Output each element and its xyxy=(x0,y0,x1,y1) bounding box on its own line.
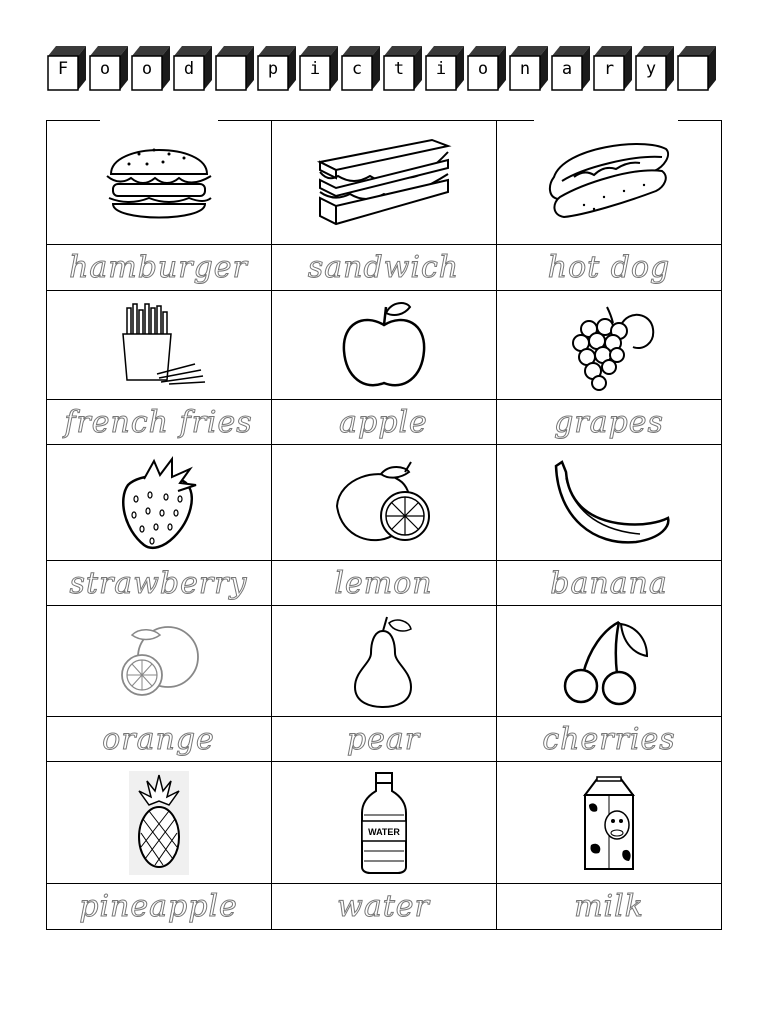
title-letter: d xyxy=(183,59,195,79)
title-letter: o xyxy=(99,59,111,79)
picture-cell xyxy=(496,120,722,244)
title-letter: i xyxy=(309,59,321,79)
picture-cell xyxy=(496,291,722,399)
title-letter: t xyxy=(393,59,405,79)
orange-icon xyxy=(114,623,204,699)
title-block xyxy=(424,44,454,82)
grapes-icon xyxy=(559,295,659,395)
title-letter: p xyxy=(267,59,279,79)
title-letter: r xyxy=(603,59,615,79)
title-block xyxy=(214,44,244,82)
title-letter: a xyxy=(561,59,573,79)
food-word: lemon xyxy=(334,565,433,601)
title-letter xyxy=(678,58,708,80)
pear-icon xyxy=(349,613,419,709)
picture-cell xyxy=(271,762,496,883)
title-block xyxy=(88,44,118,82)
picture-cell xyxy=(271,291,496,399)
food-word: strawberry xyxy=(69,565,248,601)
title-letter: o xyxy=(477,59,489,79)
food-word: french fries xyxy=(64,404,253,440)
food-word: pear xyxy=(346,721,421,757)
milk-carton-icon xyxy=(577,775,641,871)
food-word: cherries xyxy=(542,721,676,757)
title-block xyxy=(340,44,370,82)
cherries-icon xyxy=(559,616,659,706)
pineapple-icon xyxy=(129,771,189,875)
picture-cell xyxy=(46,606,271,716)
title-block xyxy=(508,44,538,82)
picture-cell xyxy=(271,120,496,244)
picture-cell xyxy=(46,291,271,399)
title-block xyxy=(634,44,664,82)
food-word: milk xyxy=(574,889,644,924)
picture-cell xyxy=(496,445,722,560)
title-block xyxy=(550,44,580,82)
title-letter xyxy=(216,58,246,80)
title-block xyxy=(298,44,328,82)
food-word: pineapple xyxy=(79,889,238,924)
title-banner xyxy=(46,44,736,90)
picture-cell xyxy=(271,606,496,716)
title-block xyxy=(172,44,202,82)
title-block xyxy=(466,44,496,82)
water-bottle-icon xyxy=(356,771,412,875)
hot-dog-icon xyxy=(544,137,674,227)
banana-icon xyxy=(544,458,674,548)
title-letter: y xyxy=(645,59,657,79)
picture-cell xyxy=(46,762,271,883)
apple-icon xyxy=(334,297,434,393)
food-word: water xyxy=(337,889,430,924)
food-word: apple xyxy=(339,404,428,440)
water-label: WATER xyxy=(367,826,400,837)
title-letter: F xyxy=(57,59,69,79)
food-word: banana xyxy=(550,565,668,601)
sandwich-icon xyxy=(314,132,454,232)
title-block xyxy=(382,44,412,82)
picture-cell xyxy=(496,606,722,716)
food-word: hamburger xyxy=(69,250,248,285)
title-block xyxy=(130,44,160,82)
title-letter: o xyxy=(141,59,153,79)
title-block xyxy=(46,44,76,82)
title-block xyxy=(592,44,622,82)
title-letter: n xyxy=(519,59,531,79)
food-dictionary-table xyxy=(46,120,722,930)
picture-cell xyxy=(46,445,271,560)
lemon-icon xyxy=(329,458,439,548)
picture-cell xyxy=(271,445,496,560)
food-word: orange xyxy=(102,721,215,757)
hamburger-icon xyxy=(99,132,219,232)
picture-cell xyxy=(46,120,271,244)
food-word: grapes xyxy=(554,404,664,440)
food-word: hot dog xyxy=(547,250,671,285)
food-word: sandwich xyxy=(307,250,460,285)
title-letter: c xyxy=(351,59,363,79)
title-block xyxy=(676,44,706,82)
picture-cell xyxy=(496,762,722,883)
title-letter: i xyxy=(435,59,447,79)
title-block xyxy=(256,44,286,82)
strawberry-icon xyxy=(114,455,204,551)
french-fries-icon xyxy=(109,300,209,390)
